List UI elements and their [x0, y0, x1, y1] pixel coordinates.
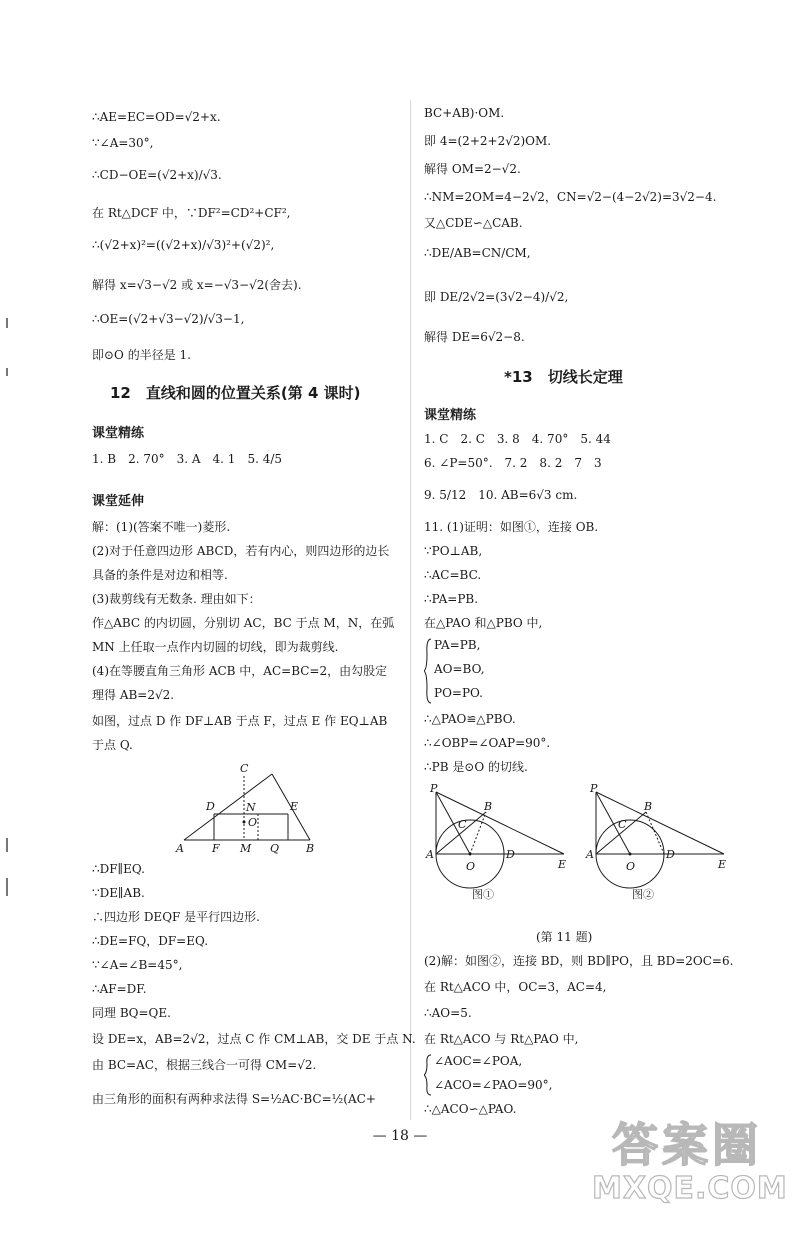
text-line: PO=PO.: [434, 686, 483, 700]
column-divider: [410, 100, 411, 1120]
text-line: MN 上任取一点作内切圆的切线，即为裁剪线.: [92, 640, 339, 654]
text-line: ∴OE=(√2+√3−√2)/√3−1,: [92, 312, 245, 326]
text-line: ∴PA=PB.: [424, 592, 479, 606]
figure-label: E: [718, 858, 727, 871]
figure-label: B: [644, 800, 653, 813]
figure-label: A: [176, 842, 184, 855]
figure-label: O: [626, 860, 636, 873]
text-line: ∴DE/AB=CN/CM,: [424, 246, 531, 260]
watermark-url: MXQE.COM: [592, 1171, 788, 1206]
figure-1: [424, 782, 574, 902]
figure-label: A: [426, 848, 434, 861]
margin-mark: [6, 318, 8, 328]
text-line: ∴四边形 DEQF 是平行四边形.: [92, 910, 260, 924]
figure-label: C: [240, 764, 249, 775]
text-line: 即 DE/2√2=(3√2−4)/√2,: [424, 290, 569, 304]
text-line: 设 DE=x，AB=2√2，过点 C 作 CM⊥AB，交 DE 于点 N.: [92, 1032, 416, 1046]
text-line: 解得 DE=6√2−8.: [424, 330, 525, 344]
text-line: PA=PB,: [434, 638, 481, 652]
text-line: BC+AB)·OM.: [424, 106, 505, 120]
figure-label: P: [590, 782, 598, 795]
answer-line: 1. C 2. C 3. 8 4. 70° 5. 44: [424, 432, 611, 446]
watermark-text: 答案圈: [612, 1118, 762, 1172]
figure-label: P: [430, 782, 438, 795]
text-line: 解得 OM=2−√2.: [424, 162, 521, 176]
text-line: 在 Rt△DCF 中，∵DF²=CD²+CF²,: [92, 206, 291, 220]
text-line: ∠ACO=∠PAO=90°,: [434, 1078, 553, 1092]
text-line: 在 Rt△ACO 与 Rt△PAO 中,: [424, 1032, 579, 1046]
text-line: 在△PAO 和△PBO 中,: [424, 616, 543, 630]
text-line: (2)解：如图②，连接 BD，则 BD∥PO，且 BD=2OC=6.: [424, 954, 734, 968]
figure-label: A: [586, 848, 594, 861]
text-line: ∴DF∥EQ.: [92, 862, 145, 876]
text-line: 又△CDE∽△CAB.: [424, 216, 523, 230]
figure-label: D: [206, 800, 215, 813]
text-line: 于点 Q.: [92, 738, 133, 752]
text-line: 理得 AB=2√2.: [92, 688, 175, 702]
figure-label: D: [666, 848, 675, 861]
section-heading: 课堂延伸: [92, 494, 145, 509]
text-line: ∴AE=EC=OD=√2+x.: [92, 110, 221, 124]
text-line: ∵PO⊥AB,: [424, 544, 483, 558]
answer-line: 1. B 2. 70° 3. A 4. 1 5. 4/5: [92, 452, 283, 466]
section-title: 12 直线和圆的位置关系(第 4 课时): [110, 384, 361, 402]
text-line: ∴NM=2OM=4−2√2，CN=√2−(4−2√2)=3√2−4.: [424, 190, 717, 204]
triangle-figure: [170, 764, 320, 856]
text-line: 在 Rt△ACO 中，OC=3，AC=4,: [424, 980, 607, 994]
text-line: (3)裁剪线有无数条. 理由如下：: [92, 592, 261, 606]
text-line: ∵∠A=30°,: [92, 136, 154, 150]
text-line: ∵∠A=∠B=45°,: [92, 958, 183, 972]
figure-label: M: [240, 842, 252, 855]
text-line: 具备的条件是对边和相等.: [92, 568, 228, 582]
text-line: ∴△PAO≌△PBO.: [424, 712, 516, 726]
figure-caption: 图①: [472, 888, 494, 901]
text-line: ∠AOC=∠POA,: [434, 1054, 523, 1068]
text-line: ∴CD−OE=(√2+x)/√3.: [92, 168, 222, 182]
figure-group-caption: (第 11 题): [536, 930, 593, 944]
section-title: *13 切线长定理: [504, 368, 623, 386]
figure-label: E: [558, 858, 567, 871]
answer-line: 9. 5/12 10. AB=6√3 cm.: [424, 488, 578, 502]
text-line: (4)在等腰直角三角形 ACB 中，AC=BC=2，由勾股定: [92, 664, 388, 678]
figure-caption: 图②: [632, 888, 654, 901]
figure-label: C: [618, 818, 627, 831]
text-line: ∴△ACO∽△PAO.: [424, 1102, 517, 1116]
margin-mark: [6, 878, 8, 896]
text-line: ∴(√2+x)²=((√2+x)/√3)²+(√2)²,: [92, 238, 275, 252]
margin-mark: [6, 368, 8, 376]
text-line: ∴PB 是⊙O 的切线.: [424, 760, 528, 774]
text-line: 由 BC=AC，根据三线合一可得 CM=√2.: [92, 1058, 317, 1072]
figure-2: [584, 782, 734, 902]
text-line: ∵DE∥AB.: [92, 886, 145, 900]
text-line: ∴AF=DF.: [92, 982, 147, 996]
text-line: AO=BO,: [434, 662, 485, 676]
watermark-logo: [592, 1109, 788, 1219]
figure-label: D: [506, 848, 515, 861]
figure-label: F: [212, 842, 220, 855]
figure-label: O: [248, 816, 258, 829]
figure-label: E: [290, 800, 299, 813]
text-line: ∴AO=5.: [424, 1006, 472, 1020]
text-line: ∴DE=FQ，DF=EQ.: [92, 934, 209, 948]
text-line: 即⊙O 的半径是 1.: [92, 348, 191, 362]
figure-label: N: [246, 801, 256, 814]
text-line: 作△ABC 的内切圆，分别切 AC，BC 于点 M，N，在弧: [92, 616, 395, 630]
text-line: 由三角形的面积有两种求法得 S=½AC·BC=½(AC+: [92, 1092, 376, 1106]
text-line: 即 4=(2+2+2√2)OM.: [424, 134, 552, 148]
section-heading: 课堂精练: [92, 426, 145, 441]
text-line: (2)对于任意四边形 ABCD，若有内心，则四边形的边长: [92, 544, 390, 558]
figure-label: Q: [270, 842, 280, 855]
text-line: ∴AC=BC.: [424, 568, 482, 582]
figure-label: B: [484, 800, 493, 813]
margin-mark: [6, 838, 8, 852]
text-line: 解：(1)(答案不唯一)菱形.: [92, 520, 231, 534]
text-line: 同理 BQ=QE.: [92, 1006, 171, 1020]
brace: [424, 638, 432, 704]
brace: [424, 1054, 432, 1096]
answer-line: 6. ∠P=50°. 7. 2 8. 2 7 3: [424, 456, 602, 470]
figure-label: B: [306, 842, 315, 855]
page-number: — 18 —: [372, 1128, 428, 1144]
text-line: 如图，过点 D 作 DF⊥AB 于点 F，过点 E 作 EQ⊥AB: [92, 714, 388, 728]
text-line: 11. (1)证明：如图①，连接 OB.: [424, 520, 599, 534]
figure-label: C: [458, 818, 467, 831]
section-heading: 课堂精练: [424, 408, 477, 423]
text-line: ∴∠OBP=∠OAP=90°.: [424, 736, 551, 750]
text-line: 解得 x=√3−√2 或 x=−√3−√2(舍去).: [92, 278, 302, 292]
figure-label: O: [466, 860, 476, 873]
